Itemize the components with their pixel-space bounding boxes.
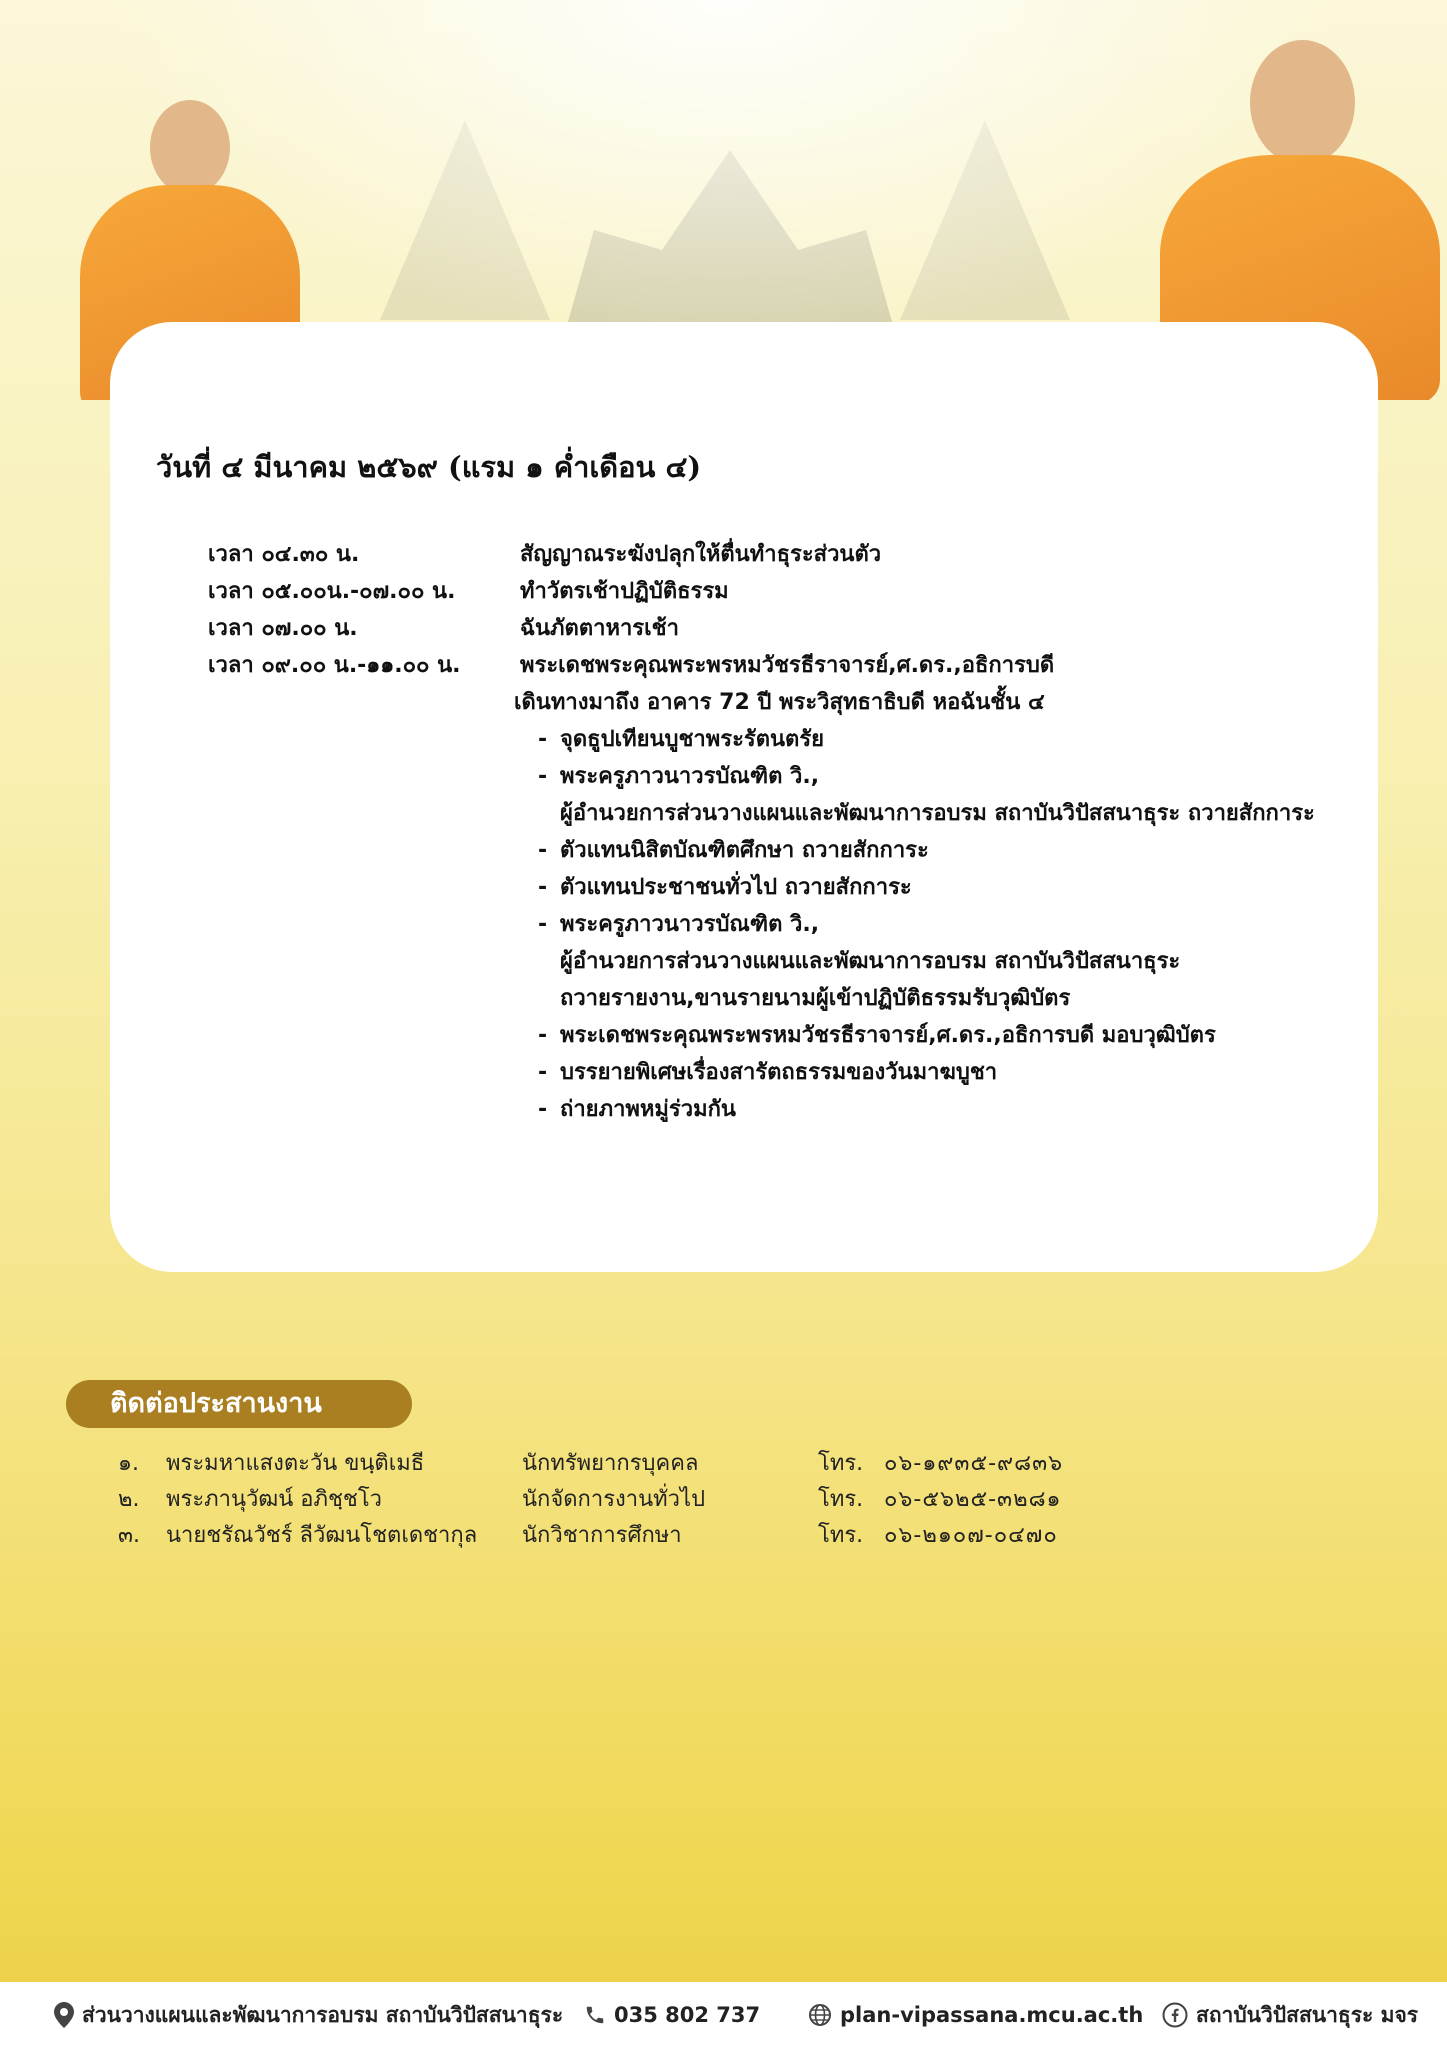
contact-number: ๒.	[118, 1487, 140, 1512]
bullet-dash: -	[538, 1023, 548, 1048]
contact-name: พระภานุวัฒน์ อภิชฺชโว	[166, 1487, 383, 1512]
schedule-activity: พระเดชพระคุณพระพรหมวัชรธีราจารย์,ศ.ดร.,อธิการบดี	[520, 653, 1055, 678]
contact-number: ๑.	[118, 1451, 139, 1476]
agenda-item-text: จุดธูปเทียนบูชาพระรัตนตรัย	[560, 727, 825, 752]
agenda-item	[208, 832, 1348, 869]
contact-role: นักจัดการงานทั่วไป	[522, 1487, 706, 1512]
agenda-item	[208, 906, 1348, 943]
bullet-dash: -	[538, 764, 548, 789]
footer-phone-text: 035 802 737	[614, 2003, 761, 2027]
agenda-item	[208, 869, 1348, 906]
contact-tel-label: โทร.	[818, 1523, 864, 1548]
schedule-time: เวลา ๐๔.๓๐ น.	[208, 542, 360, 567]
facebook-icon	[1162, 2002, 1188, 2028]
footer-website-text: plan-vipassana.mcu.ac.th	[840, 2003, 1144, 2027]
schedule-row	[208, 573, 1348, 610]
agenda-item-continuation: ผู้อำนวยการส่วนวางแผนและพัฒนาการอบรม สถาบันวิปัสสนาธุระ	[560, 949, 1181, 974]
contact-row	[118, 1446, 1118, 1482]
agenda-item	[208, 758, 1348, 795]
footer-facebook-text: สถาบันวิปัสสนาธุระ มจร	[1196, 2002, 1419, 2027]
date-heading: วันที่ ๔ มีนาคม ๒๕๖๙ (แรม ๑ ค่ำเดือน ๔)	[156, 450, 702, 484]
bullet-dash: -	[538, 727, 548, 752]
schedule-row	[208, 536, 1348, 573]
schedule-time: เวลา ๐๙.๐๐ น.-๑๑.๐๐ น.	[208, 653, 461, 678]
agenda-item	[208, 1054, 1348, 1091]
contact-tel-label: โทร.	[818, 1487, 864, 1512]
location-pin-icon	[54, 2002, 74, 2028]
footer-bar	[0, 1982, 1447, 2048]
footer-address	[54, 1999, 563, 2032]
contact-tel-label: โทร.	[818, 1451, 864, 1476]
agenda-item	[208, 1017, 1348, 1054]
agenda-item-text: ตัวแทนประชาชนทั่วไป ถวายสักการะ	[560, 875, 912, 900]
footer-facebook[interactable]	[1162, 1999, 1418, 2032]
contact-heading-badge: ติดต่อประสานงาน	[66, 1380, 412, 1428]
phone-icon	[584, 2004, 606, 2026]
contact-phone[interactable]: ๐๖-๑๙๓๕-๙๘๓๖	[884, 1451, 1064, 1476]
contact-number: ๓.	[118, 1523, 141, 1548]
agenda-item-continuation: ถวายรายงาน,ขานรายนามผู้เข้าปฏิบัติธรรมรับวุฒิบัตร	[560, 986, 1071, 1011]
agenda-item-text: พระครูภาวนาวรบัณฑิต วิ.,	[560, 764, 820, 789]
schedule-continuation: เดินทางมาถึง อาคาร 72 ปี พระวิสุทธาธิบดี หอฉันชั้น ๔	[514, 690, 1045, 715]
agenda-item-text: บรรยายพิเศษเรื่องสารัตถธรรมของวันมาฆบูชา	[560, 1060, 998, 1085]
contact-phone[interactable]: ๐๖-๕๖๒๕-๓๒๘๑	[884, 1487, 1062, 1512]
agenda-item-text: ถ่ายภาพหมู่ร่วมกัน	[560, 1097, 736, 1122]
bullet-dash: -	[538, 838, 548, 863]
contact-phone[interactable]: ๐๖-๒๑๐๗-๐๔๗๐	[884, 1523, 1058, 1548]
footer-website[interactable]	[808, 2003, 1143, 2027]
agenda-item	[208, 1091, 1348, 1128]
contact-role: นักวิชาการศึกษา	[522, 1523, 682, 1548]
schedule-card	[110, 322, 1378, 1272]
schedule-activity: ฉันภัตตาหารเช้า	[520, 616, 679, 641]
schedule-list	[208, 536, 1348, 1128]
contact-list	[118, 1446, 1118, 1554]
schedule-activity: สัญญาณระฆังปลุกให้ตื่นทำธุระส่วนตัว	[520, 542, 882, 567]
schedule-time: เวลา ๐๗.๐๐ น.	[208, 616, 358, 641]
agenda-item-text: พระเดชพระคุณพระพรหมวัชรธีราจารย์,ศ.ดร.,อธิการบดี มอบวุฒิบัตร	[560, 1023, 1216, 1048]
contact-row	[118, 1518, 1118, 1554]
contact-row	[118, 1482, 1118, 1518]
contact-name: พระมหาแสงตะวัน ขนฺติเมธี	[166, 1451, 425, 1476]
globe-icon	[808, 2003, 832, 2027]
agenda-item	[208, 721, 1348, 758]
agenda-item-text: พระครูภาวนาวรบัณฑิต วิ.,	[560, 912, 820, 937]
bullet-dash: -	[538, 875, 548, 900]
schedule-time: เวลา ๐๕.๐๐น.-๐๗.๐๐ น.	[208, 579, 456, 604]
agenda-item-text: ตัวแทนนิสิตบัณฑิตศึกษา ถวายสักการะ	[560, 838, 929, 863]
footer-address-text: ส่วนวางแผนและพัฒนาการอบรม สถาบันวิปัสสนาธุระ	[82, 2002, 564, 2027]
bullet-dash: -	[538, 1097, 548, 1122]
contact-name: นายชรัณวัชร์ ลีวัฒนโชตเดชากุล	[166, 1523, 478, 1548]
bullet-dash: -	[538, 912, 548, 937]
footer-phone[interactable]	[584, 2003, 760, 2027]
schedule-activity: ทำวัตรเช้าปฏิบัติธรรม	[520, 579, 729, 604]
schedule-row	[208, 647, 1348, 684]
bullet-dash: -	[538, 1060, 548, 1085]
agenda-item-continuation: ผู้อำนวยการส่วนวางแผนและพัฒนาการอบรม สถาบันวิปัสสนาธุระ ถวายสักการะ	[560, 801, 1315, 826]
schedule-row	[208, 610, 1348, 647]
contact-role: นักทรัพยากรบุคคล	[522, 1451, 699, 1476]
